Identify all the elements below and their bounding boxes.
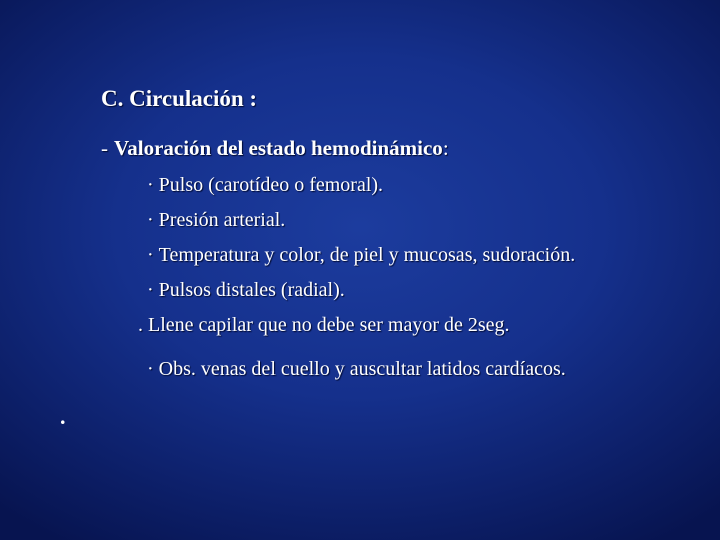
bullet-marker: . bbox=[138, 314, 143, 336]
list-item-text: Pulso (carotídeo o femoral). bbox=[158, 174, 384, 196]
subheading bbox=[101, 136, 449, 161]
list-item-text: Presión arterial. bbox=[158, 209, 286, 231]
list-item-text: Pulsos distales (radial). bbox=[158, 279, 345, 301]
list-item-text: Temperatura y color, de piel y mucosas, sudoración. bbox=[158, 244, 576, 266]
bullet-marker: · bbox=[147, 358, 154, 380]
list-item-distal-pulses bbox=[147, 279, 345, 302]
subheading-dash: - bbox=[101, 136, 108, 160]
bullet-marker: · bbox=[147, 279, 154, 301]
list-item-pulse bbox=[147, 174, 383, 197]
bullet-marker: · bbox=[147, 244, 154, 266]
section-heading: C. Circulación : bbox=[101, 86, 258, 111]
list-item-capillary-refill bbox=[138, 314, 510, 337]
list-item-text: Obs. venas del cuello y auscultar latidos cardíacos. bbox=[158, 358, 566, 380]
bullet-marker: · bbox=[147, 174, 154, 196]
subheading-colon: : bbox=[442, 136, 449, 160]
list-item-temperature bbox=[147, 244, 575, 267]
list-item-text: Llene capilar que no debe ser mayor de 2seg. bbox=[148, 314, 510, 336]
stray-dot: . bbox=[60, 404, 66, 429]
list-item-neck-veins bbox=[147, 358, 566, 381]
bullet-marker: · bbox=[147, 209, 154, 231]
subheading-text: Valoración del estado hemodinámico bbox=[114, 136, 443, 160]
list-item-blood-pressure bbox=[147, 209, 285, 232]
